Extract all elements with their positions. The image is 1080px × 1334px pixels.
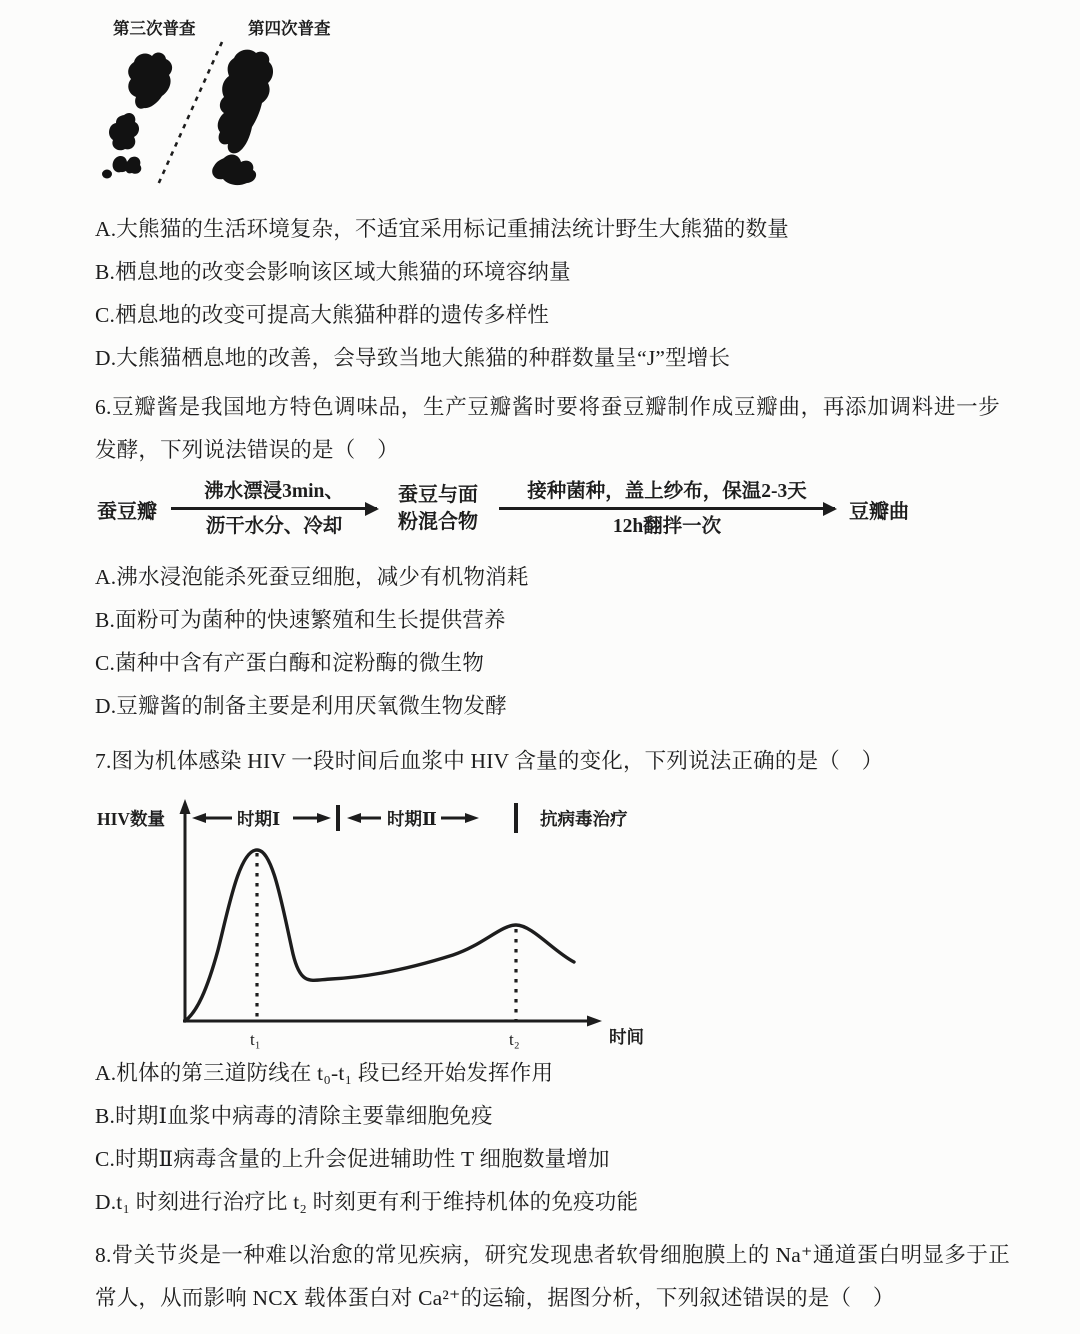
census-left-label: 第三次普查 [113,19,196,38]
option-b: B.栖息地的改变会影响该区域大熊猫的环境容纳量 [95,260,571,284]
hiv-level-graph [85,793,665,1055]
question-6-options [95,556,1015,728]
range-patch [125,157,141,174]
question-7-options [95,1052,1015,1224]
range-patch [212,155,256,186]
flow-node-bean-koji: 豆瓣曲 [849,500,909,523]
flow-step-2-label-top: 接种菌种，盖上纱布，保温2-3天 [527,481,807,502]
range-patch [102,170,112,179]
flow-step-1-label-bottom: 沥干水分、冷却 [205,516,343,538]
y-axis-arrowhead-icon [180,799,191,814]
option-a: A.大熊猫的生活环境复杂，不适宜采用标记重捕法统计野生大熊猫的数量 [95,217,790,241]
right-arrow-icon [317,813,331,823]
flow-step-1 [171,480,377,539]
period-2-annotation [347,803,516,833]
option-d: D.豆瓣酱的制备主要是利用厌氧微生物发酵 [95,694,507,718]
left-arrow-icon [192,813,206,823]
census-left-range-map [102,52,172,178]
x-axis-label: 时间 [609,1027,644,1047]
range-patch [109,113,139,150]
flow-step-1-label-top: 沸水漂浸3min、 [204,481,344,502]
option-d: D.t₁ 时刻进行治疗比 t₂ 时刻更有利于维持机体的免疫功能 [95,1190,639,1214]
flow-step-2-label-bottom: 12h翻拌一次 [612,516,722,538]
option-b: B.面粉可为菌种的快速繁殖和生长提供营养 [95,608,506,632]
right-arrow-icon [499,507,835,510]
option-c: C.栖息地的改变可提高大熊猫种群的遗传多样性 [95,303,550,327]
x-axis-arrowhead-icon [587,1016,602,1027]
option-b: B.时期Ⅰ血浆中病毒的清除主要靠细胞免疫 [95,1104,493,1128]
flow-step-2 [499,480,835,539]
option-a: A.沸水浸泡能杀死蚕豆细胞，减少有机物消耗 [95,565,529,589]
question-8-stem: 8.骨关节炎是一种难以治愈的常见疾病，研究发现患者软骨细胞膜上的 Na⁺通道蛋白明显多于正常人，从而影响 NCX 载体蛋白对 Ca²⁺的运输，据图分析，下列叙述错误的是（ ） [95,1243,1010,1310]
period-2-label: 时期Ⅱ [387,809,437,829]
option-c: C.菌种中含有产蛋白酶和淀粉酶的微生物 [95,651,485,675]
option-a: A.机体的第三道防线在 t₀-t₁ 段已经开始发挥作用 [95,1061,554,1085]
question-5-options [95,208,1015,380]
range-patch [128,52,172,108]
period-1-label: 时期Ⅰ [237,809,281,829]
flow-node-broad-bean: 蚕豆瓣 [97,500,157,523]
period-1-annotation [192,805,338,831]
right-arrow-icon [171,507,377,510]
left-arrow-icon [347,813,361,823]
y-axis-label: HIV数量 [97,809,166,829]
census-right-range-map [212,50,273,186]
fermentation-flow-diagram [97,480,909,539]
t1-tick-label: t₁ [250,1030,261,1049]
question-6-stem: 6.豆瓣酱是我国地方特色调味品，生产豆瓣酱时要将蚕豆瓣制作成豆瓣曲，再添加调料进一步发酵，下列说法错误的是（ ） [95,395,1000,462]
option-d: D.大熊猫栖息地的改善，会导致当地大熊猫的种群数量呈“J”型增长 [95,346,731,370]
right-arrow-icon [465,813,479,823]
question-7-stem: 7.图为机体感染 HIV 一段时间后血浆中 HIV 含量的变化，下列说法正确的是（ ） [95,749,884,773]
flow-node-bean-flour-mix: 蚕豆与面粉混合物 [398,484,478,534]
range-patch [218,50,273,154]
census-right-label: 第四次普查 [248,19,331,38]
hiv-curve [185,850,574,1021]
panda-census-figure [76,12,416,204]
option-c: C.时期Ⅱ病毒含量的上升会促进辅助性 T 细胞数量增加 [95,1147,610,1171]
treatment-label: 抗病毒治疗 [540,809,628,829]
t2-tick-label: t₂ [509,1030,520,1049]
